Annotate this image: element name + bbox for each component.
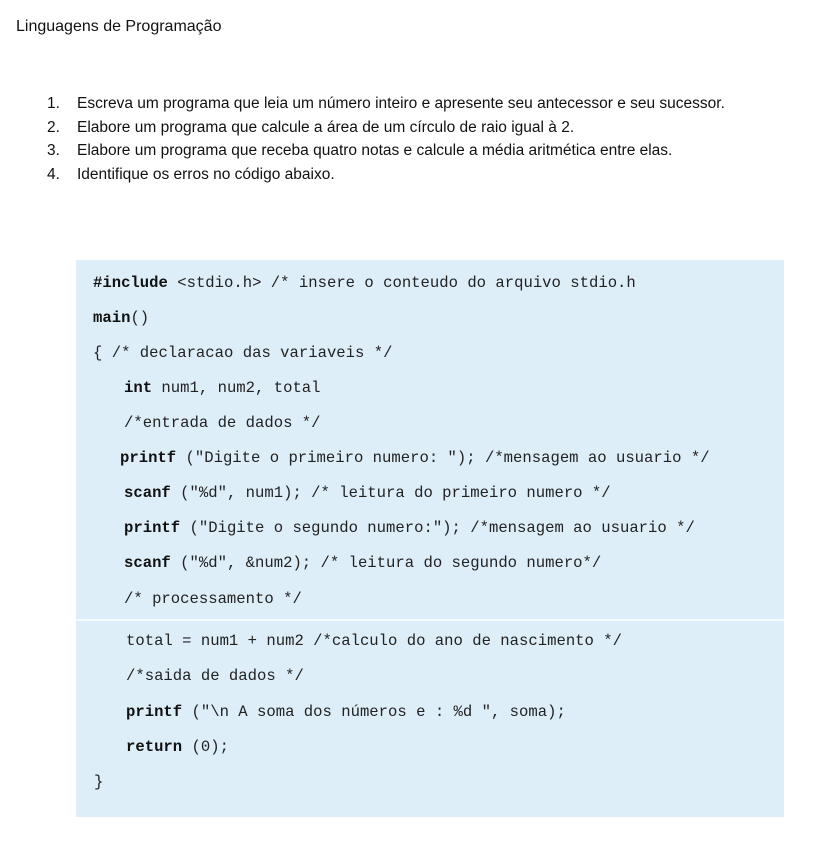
code-line (124, 483, 611, 503)
code-text: ("\n A soma dos números e : %d ", soma); (182, 703, 566, 721)
exercise-text: Elabore um programa que receba quatro notas e calcule a média aritmética entre elas. (77, 142, 673, 159)
code-line (126, 737, 229, 757)
exercise-item (47, 116, 737, 140)
code-line (124, 518, 695, 538)
exercise-text: Identifique os erros no código abaixo. (77, 165, 335, 183)
exercise-number: 4. (47, 165, 60, 183)
exercise-item (47, 163, 737, 187)
code-text: ("%d", num1); /* leitura do primeiro numero */ (170, 484, 611, 502)
code-line (93, 308, 149, 328)
exercise-text: Escreva um programa que leia um número inteiro e apresente seu antecessor e seu sucessor. (77, 95, 725, 112)
code-keyword: main (93, 309, 131, 327)
code-line (120, 448, 710, 468)
code-text: total = num1 + num2 /*calculo do ano de nascimento */ (126, 632, 622, 650)
code-line (124, 553, 601, 573)
code-line (93, 343, 392, 363)
exercise-list (47, 92, 737, 186)
code-keyword: printf (120, 449, 177, 467)
code-divider (76, 619, 784, 621)
code-text: /*entrada de dados */ (124, 414, 321, 432)
code-keyword: printf (126, 703, 183, 721)
exercise-item (47, 139, 737, 163)
code-keyword: scanf (124, 484, 171, 502)
code-line (124, 413, 321, 433)
code-line (126, 666, 304, 686)
code-keyword: int (124, 379, 153, 397)
exercise-number: 3. (47, 142, 60, 159)
exercise-text: Elabore um programa que calcule a área de um círculo de raio igual à 2. (77, 118, 575, 136)
code-text: () (130, 309, 150, 327)
code-keyword: printf (124, 519, 181, 537)
exercise-number: 2. (47, 118, 60, 136)
exercise-number: 1. (47, 95, 60, 112)
document-title: Linguagens de Programação (16, 18, 222, 35)
code-line (124, 378, 321, 398)
code-text: (0); (182, 738, 229, 756)
code-text: num1, num2, total (152, 379, 321, 397)
code-text: ("Digite o segundo numero:"); /*mensagem ao usuario */ (180, 519, 695, 537)
code-block (76, 260, 784, 817)
code-text: /*saida de dados */ (126, 667, 304, 685)
code-keyword: scanf (124, 554, 171, 572)
code-text: } (94, 773, 104, 791)
code-keyword: return (126, 738, 183, 756)
code-line (124, 589, 302, 609)
code-text: <stdio.h> /* insere o conteudo do arquivo stdio.h (167, 274, 636, 292)
code-text: ("%d", &num2); /* leitura do segundo numero*/ (170, 554, 602, 572)
code-line (126, 702, 566, 722)
code-line (126, 631, 622, 651)
code-text: { /* declaracao das variaveis */ (93, 344, 393, 362)
code-line (93, 273, 636, 293)
code-keyword: #include (93, 274, 168, 292)
code-text: ("Digite o primeiro numero: "); /*mensagem ao usuario */ (176, 449, 710, 467)
code-line (94, 772, 103, 792)
exercise-item (47, 92, 737, 116)
code-text: /* processamento */ (124, 590, 302, 608)
